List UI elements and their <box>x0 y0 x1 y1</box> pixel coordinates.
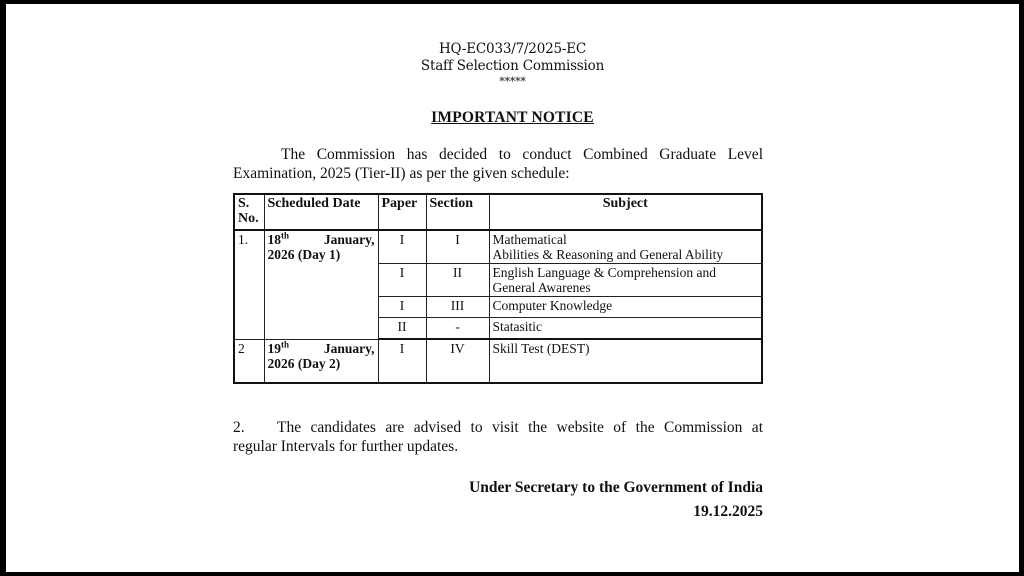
paper-cell: I <box>378 264 426 297</box>
paper-cell: II <box>378 318 426 340</box>
day1-date <box>264 230 378 339</box>
section-cell: III <box>426 297 489 318</box>
notice-date: 19.12.2025 <box>693 503 763 520</box>
table-header-row <box>234 194 762 230</box>
subject-line: Abilities & Reasoning and General Ability <box>492 247 724 262</box>
intro-line-1: The Commission has decided to conduct Combined Graduate Level <box>281 146 763 163</box>
day2-date-rest: 2026 (Day 2) <box>267 355 341 371</box>
day2-date <box>264 339 378 383</box>
header-section: Section <box>426 194 489 230</box>
table-row <box>234 230 762 264</box>
advisory-line-2: regular Intervals for further updates. <box>233 438 459 455</box>
paper-cell: I <box>378 230 426 264</box>
subject-cell: Computer Knowledge <box>489 297 762 318</box>
header-paper: Paper <box>378 194 426 230</box>
reference-number: HQ-EC033/7/2025-EC <box>438 41 587 57</box>
section-cell: I <box>426 230 489 264</box>
day2-date-month: January, <box>323 340 375 356</box>
document-header <box>6 41 1019 88</box>
intro-paragraph <box>233 145 763 183</box>
advisory-number: 2. <box>233 419 245 436</box>
subject-line: Mathematical <box>492 232 567 247</box>
subject-cell <box>489 230 762 264</box>
notice-title: IMPORTANT NOTICE <box>431 109 594 126</box>
signatory-title: Under Secretary to the Government of India <box>469 479 763 496</box>
subject-cell: Statasitic <box>489 318 762 340</box>
schedule-table <box>233 193 763 384</box>
header-subject: Subject <box>489 194 762 230</box>
section-cell: - <box>426 318 489 340</box>
day1-date-sup: th <box>281 230 290 241</box>
header-sno: S. No. <box>234 194 264 230</box>
day2-date-day: 19 <box>267 340 281 356</box>
section-cell: II <box>426 264 489 297</box>
day1-sno: 1. <box>234 230 264 339</box>
table-row <box>234 339 762 383</box>
subject-cell <box>489 264 762 297</box>
signature-block <box>233 478 763 522</box>
day1-date-month: January, <box>323 232 375 247</box>
day2-date-sup: th <box>281 339 290 349</box>
subject-line: General Awarenes <box>492 280 591 295</box>
advisory-paragraph <box>233 418 763 456</box>
header-stars: ***** <box>499 75 526 88</box>
paper-cell: I <box>378 339 426 383</box>
header-date: Scheduled Date <box>264 194 378 230</box>
day1-date-rest: 2026 (Day 1) <box>267 247 341 262</box>
notice-page <box>6 4 1019 572</box>
day2-sno: 2 <box>234 339 264 383</box>
section-cell: IV <box>426 339 489 383</box>
subject-line: English Language & Comprehension and <box>492 265 716 280</box>
intro-line-2: Examination, 2025 (Tier-II) as per the given schedule: <box>233 165 570 182</box>
subject-cell: Skill Test (DEST) <box>489 339 762 383</box>
organization-name: Staff Selection Commission <box>420 58 605 74</box>
day1-date-day: 18 <box>267 232 281 247</box>
paper-cell: I <box>378 297 426 318</box>
advisory-text-1: The candidates are advised to visit the website of the Commission at <box>277 419 763 436</box>
advisory-line-1 <box>233 418 763 437</box>
